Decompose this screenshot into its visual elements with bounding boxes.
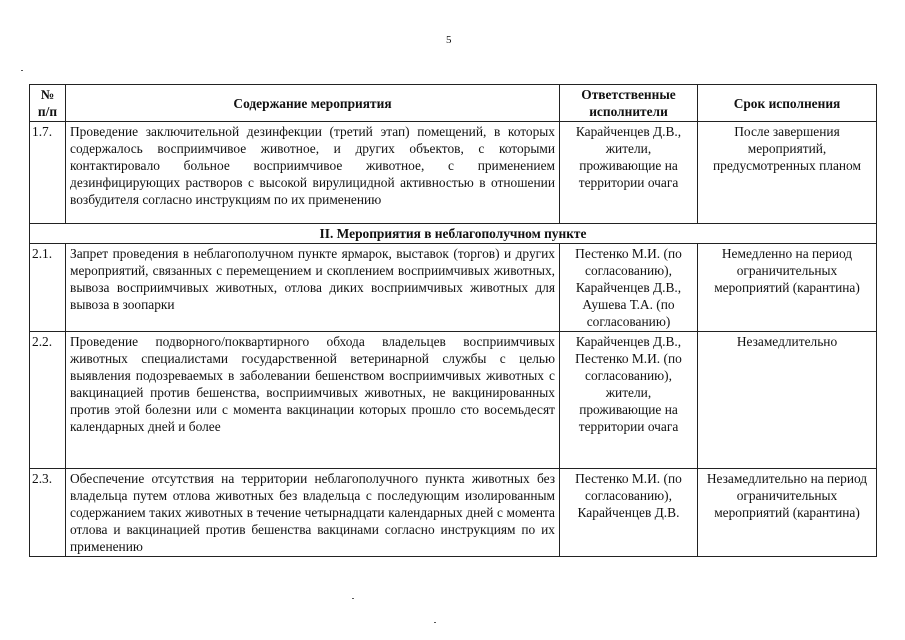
page-number: 5 [446, 34, 452, 46]
table-header-row [30, 85, 877, 122]
table-row [30, 244, 877, 332]
row-responsible: Пестенко М.И. (по согласованию), Карайченцев Д.В. [560, 469, 698, 557]
row-responsible: Карайченцев Д.В., жители, проживающие на территории очага [560, 122, 698, 224]
section-row [30, 224, 877, 244]
row-content: Проведение подворного/поквартирного обхода владельцев восприимчивых животных специалистами государственной ветеринарной службы с целью выявления подозреваемых в заболевании бешенством восприимчивых животных с вакцинацией против бешенства, восприимчивых животных, не вакцинированных против этой болезни или с момента вакцинации которых прошло сто восемьдесят календарных дней и более [66, 332, 560, 469]
header-deadline: Срок исполнения [698, 85, 877, 122]
header-content: Содержание мероприятия [66, 85, 560, 122]
header-num: № п/п [30, 85, 66, 122]
section-title: II. Мероприятия в неблагополучном пункте [30, 224, 877, 244]
row-deadline: После завершения мероприятий, предусмотренных планом [698, 122, 877, 224]
row-deadline: Немедленно на период ограничительных мероприятий (карантина) [698, 244, 877, 332]
scan-speck [352, 598, 354, 599]
scan-speck [21, 70, 23, 71]
row-deadline: Незамедлительно [698, 332, 877, 469]
header-responsible: Ответственные исполнители [560, 85, 698, 122]
row-number: 2.2. [30, 332, 66, 469]
row-deadline: Незамедлительно на период ограничительных мероприятий (карантина) [698, 469, 877, 557]
table-row [30, 332, 877, 469]
table-row [30, 469, 877, 557]
row-content: Проведение заключительной дезинфекции (третий этап) помещений, в которых содержалось восприимчивое животное, и других объектов, с которыми контактировало больное восприимчивое животное, с применением дезинфицирующих растворов с высокой вирулицидной активностью в отношении возбудителя согласно инструкциям по их применению [66, 122, 560, 224]
row-responsible: Пестенко М.И. (по согласованию), Карайченцев Д.В., Аушева Т.А. (по согласованию) [560, 244, 698, 332]
row-number: 2.1. [30, 244, 66, 332]
measures-table [29, 84, 877, 557]
row-content: Запрет проведения в неблагополучном пункте ярмарок, выставок (торгов) и других мероприятий, связанных с перемещением и скоплением восприимчивых животных, вывоза восприимчивых животных, отлова диких восприимчивых животных для вывоза в зоопарки [66, 244, 560, 332]
row-content: Обеспечение отсутствия на территории неблагополучного пункта животных без владельца путем отлова животных без владельца с последующим изолированным содержанием таких животных в течение четырнадцати календарных дней с момента отлова и вакцинацией против бешенства вакцинами согласно инструкциям по их применению [66, 469, 560, 557]
row-number: 1.7. [30, 122, 66, 224]
row-number: 2.3. [30, 469, 66, 557]
table-row [30, 122, 877, 224]
row-responsible: Карайченцев Д.В., Пестенко М.И. (по согласованию), жители, проживающие на территории очага [560, 332, 698, 469]
scan-speck [434, 622, 436, 623]
